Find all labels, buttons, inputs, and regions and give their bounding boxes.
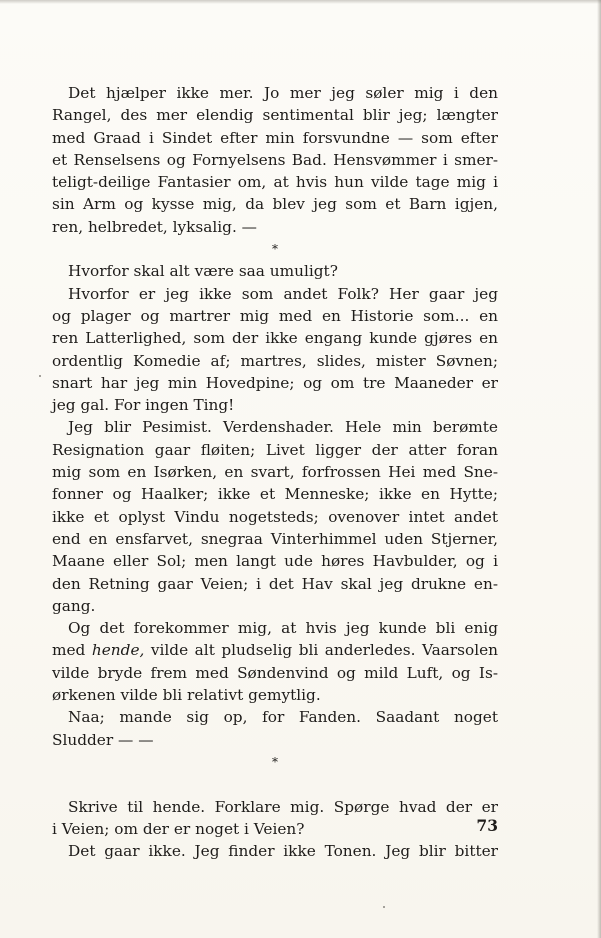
section-divider-asterisk: * — [272, 242, 278, 257]
page-number: 73 — [476, 816, 498, 835]
blank-line — [52, 773, 498, 795]
text-line: Det gaar ikke. Jeg finder ikke Tonen. Jeg blir bitter — [68, 842, 498, 861]
text-line: jeg gal. For ingen Ting! — [52, 396, 235, 415]
section-divider-asterisk: * — [272, 754, 278, 769]
text-line: snart har jeg min Hovedpine; og om tre Maaneder er — [52, 373, 498, 392]
text-line: ikke et oplyst Vindu nogetsteds; ovenover intet andet — [52, 507, 498, 526]
text-line: et Renselsens og Fornyelsens Bad. Hensvømmer i smer- — [52, 150, 498, 169]
paper-speck — [383, 906, 385, 908]
text-line: gang. — [52, 596, 96, 615]
body-text — [52, 82, 498, 862]
text-line: og plager og martrer mig med en Historie som... en — [52, 306, 498, 325]
paper-speck — [39, 375, 41, 377]
text-line: vilde bryde frem med Søndenvind og mild Luft, og Is- — [52, 663, 498, 682]
text-line: teligt-deilige Fantasier om, at hvis hun vilde tage mig i — [52, 173, 498, 192]
text-line: Hvorfor skal alt være saa umuligt? — [68, 262, 338, 281]
text-line: Det hjælper ikke mer. Jo mer jeg søler mig i den — [68, 84, 498, 102]
text-line: den Retning gaar Veien; i det Hav skal jeg drukne en- — [52, 574, 498, 593]
text-line: Skrive til hende. Forklare mig. Spørge hvad der er — [68, 797, 498, 816]
text-line: Hvorfor er jeg ikke som andet Folk? Her gaar jeg — [68, 284, 498, 303]
italic-emphasis: hende, — [91, 641, 145, 660]
text-line: ren Latterlighed, som der ikke engang kunde gjøres en — [52, 329, 498, 348]
page-top-edge-shadow — [0, 0, 601, 4]
text-line: med Graad i Sindet efter min forsvundne — som efter — [52, 128, 498, 147]
text-line: med hende, vilde alt pludselig bli anderledes. Vaarsolen — [52, 641, 499, 660]
text-line: Maane eller Sol; men langt ude høres Havbulder, og i — [52, 552, 498, 571]
text-line: Naa; mande sig op, for Fanden. Saadant noget — [68, 708, 498, 727]
text-line: Jeg blir Pesimist. Verdenshader. Hele min berømte — [68, 418, 498, 437]
text-line: ørkenen vilde bli relativt gemytlig. — [52, 686, 321, 705]
text-line: i Veien; om der er noget i Veien? — [52, 819, 305, 838]
text-line: sin Arm og kysse mig, da blev jeg som et Barn igjen, — [52, 195, 498, 214]
text-line: Rangel, des mer elendig sentimental blir jeg; længter — [52, 106, 498, 125]
text-line: fonner og Haalker; ikke et Menneske; ikke en Hytte; — [52, 485, 498, 504]
text-line: end en ensfarvet, snegraa Vinterhimmel uden Stjerner, — [52, 529, 498, 548]
text-line: Og det forekommer mig, at hvis jeg kunde bli enig — [68, 619, 498, 638]
text-line: ren, helbredet, lyksalig. — — [52, 217, 257, 236]
text-line: Resignation gaar fløiten; Livet ligger der atter foran — [52, 440, 498, 459]
text-line: Sludder — — — [52, 730, 154, 749]
text-line: mig som en Isørken, en svart, forfrossen Hei med Sne- — [52, 463, 498, 482]
page-right-edge-shadow — [597, 0, 601, 938]
text-line: ordentlig Komedie af; martres, slides, mister Søvnen; — [52, 351, 498, 370]
